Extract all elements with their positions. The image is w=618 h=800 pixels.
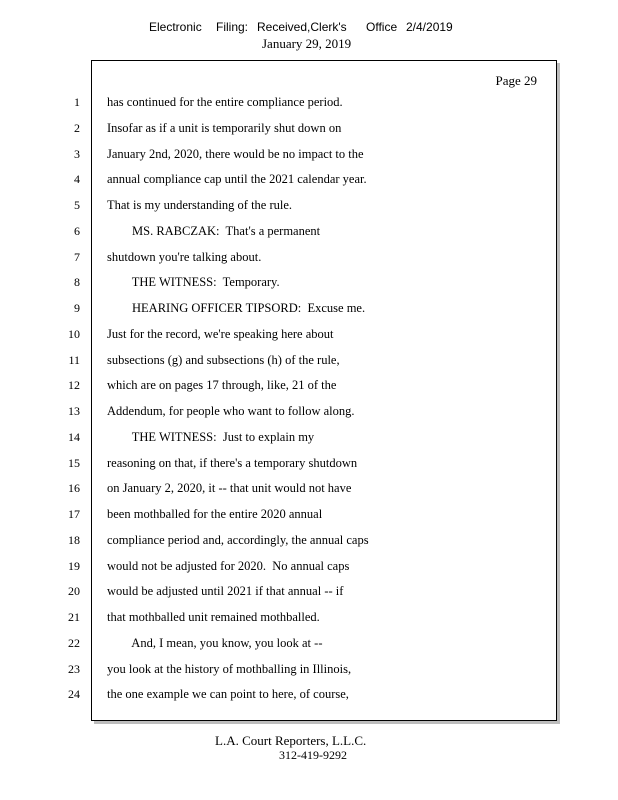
transcript-line: subsections (g) and subsections (h) of the rule, xyxy=(107,352,340,367)
transcript-line: Insofar as if a unit is temporarily shut down on xyxy=(107,120,342,135)
line-number: 18 xyxy=(68,532,80,547)
filing-label-filing: Filing: xyxy=(216,20,249,34)
line-number: 24 xyxy=(68,687,80,702)
transcript-line: would be adjusted until 2021 if that annual -- if xyxy=(107,584,344,599)
line-number: 3 xyxy=(74,146,80,161)
filing-label-electronic: Electronic xyxy=(149,20,202,34)
line-number: 19 xyxy=(68,558,80,573)
line-number: 8 xyxy=(74,275,80,290)
transcript-line: shutdown you're talking about. xyxy=(107,249,262,264)
page-number: Page 29 xyxy=(495,73,537,88)
line-number: 9 xyxy=(74,301,80,315)
transcript-line: you look at the history of mothballing in Illinois, xyxy=(107,661,352,676)
transcript-line: that mothballed unit remained mothballed. xyxy=(107,610,320,624)
line-number: 23 xyxy=(68,661,80,676)
transcript-line: the one example we can point to here, of course, xyxy=(107,687,349,702)
transcript-line: on January 2, 2020, it -- that unit would not have xyxy=(107,481,352,496)
transcript-date: January 29, 2019 xyxy=(262,36,352,51)
line-number: 13 xyxy=(68,404,80,418)
transcript-line: Just for the record, we're speaking here about xyxy=(107,326,334,341)
line-number: 21 xyxy=(68,610,80,624)
court-reporter-phone: 312-419-9292 xyxy=(279,748,347,762)
filing-stamp-date: 2/4/2019 xyxy=(406,20,453,34)
line-number: 2 xyxy=(74,120,80,135)
transcript-line: MS. RABCZAK: That's a permanent xyxy=(107,223,321,238)
line-number: 22 xyxy=(68,635,80,650)
line-number: 1 xyxy=(74,95,80,109)
filing-label-received: Received,Clerk's xyxy=(257,20,347,34)
line-number: 5 xyxy=(74,198,80,212)
transcript-line: January 2nd, 2020, there would be no impact to the xyxy=(107,146,364,161)
transcript-line: THE WITNESS: Temporary. xyxy=(107,275,280,290)
transcript-line: And, I mean, you know, you look at -- xyxy=(107,635,323,650)
transcript-line: which are on pages 17 through, like, 21 of the xyxy=(107,378,337,393)
transcript-line: THE WITNESS: Just to explain my xyxy=(107,429,315,444)
line-number: 14 xyxy=(68,429,80,444)
line-number: 11 xyxy=(68,352,80,367)
transcript-line: Addendum, for people who want to follow along. xyxy=(107,404,355,418)
court-reporter-name: L.A. Court Reporters, L.L.C. xyxy=(215,733,367,748)
transcript-line: would not be adjusted for 2020. No annual caps xyxy=(107,558,350,573)
line-number: 10 xyxy=(68,326,80,341)
transcript-line: HEARING OFFICER TIPSORD: Excuse me. xyxy=(107,301,366,315)
line-number: 17 xyxy=(68,507,80,521)
line-number: 4 xyxy=(74,172,80,187)
line-number: 7 xyxy=(74,249,80,264)
transcript-line: reasoning on that, if there's a temporary shutdown xyxy=(107,455,358,470)
line-number: 6 xyxy=(74,223,80,238)
transcript-line: has continued for the entire compliance period. xyxy=(107,95,343,109)
transcript-line: compliance period and, accordingly, the annual caps xyxy=(107,532,369,547)
line-number: 20 xyxy=(68,584,80,599)
transcript-line: That is my understanding of the rule. xyxy=(107,198,293,212)
transcript-line: been mothballed for the entire 2020 annual xyxy=(107,507,323,521)
line-number: 16 xyxy=(68,481,80,496)
transcript-line: annual compliance cap until the 2021 calendar year. xyxy=(107,172,367,187)
filing-label-office: Office xyxy=(366,20,398,34)
line-number: 15 xyxy=(68,455,80,470)
line-number: 12 xyxy=(68,378,80,393)
